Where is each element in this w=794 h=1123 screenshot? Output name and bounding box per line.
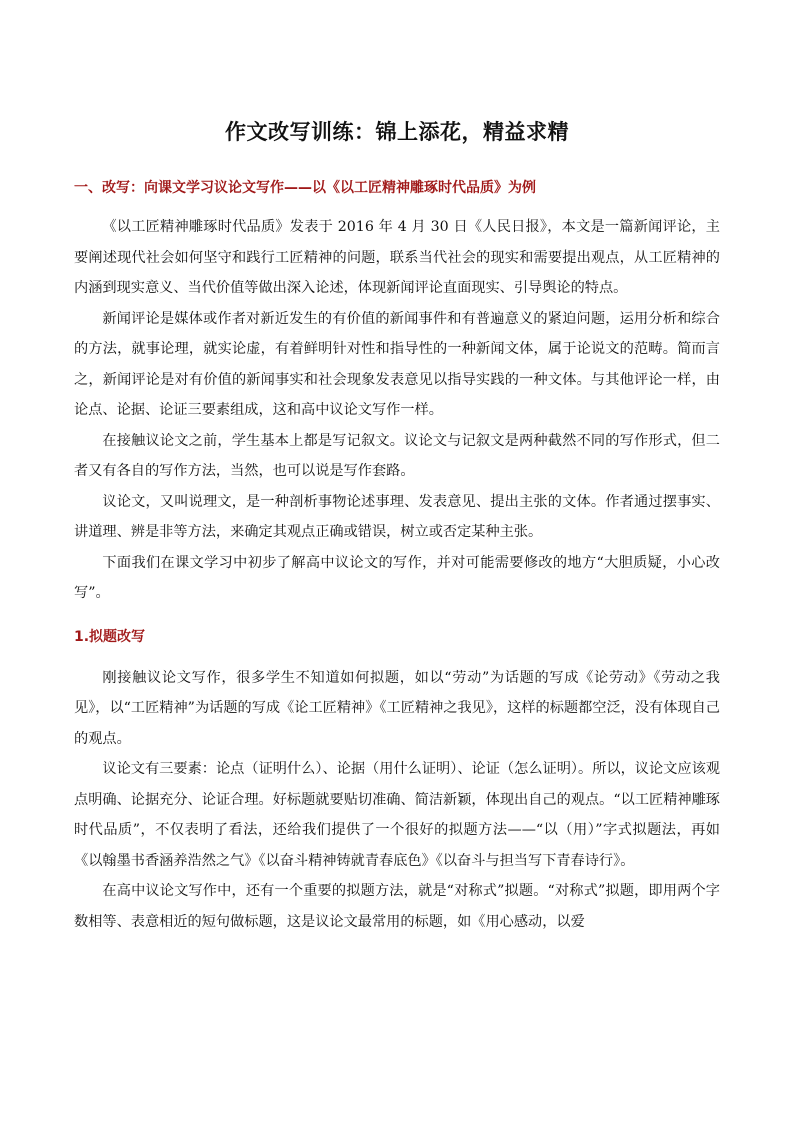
paragraph: 新闻评论是媒体或作者对新近发生的有价值的新闻事件和有普遍意义的紧迫问题，运用分析和综合的方法，就事论理，就实论虚，有着鲜明针对性和指导性的一种新闻文体，属于论说文的范畴。简而言之，新闻评论是对有价值的新闻事实和社会现象发表意见以指导实践的一种文体。与其他评论一样，由论点、论据、论证三要素组成，这和高中议论文写作一样。 — [74, 310, 720, 418]
section-number-label: 一、改写： — [74, 180, 144, 196]
paragraph: 议论文，又叫说理文，是一种剖析事物论述事理、发表意见、提出主张的文体。作者通过摆事实、讲道理、辨是非等方法，来确定其观点正确或错误，树立或否定某种主张。 — [74, 493, 720, 540]
paragraph: 议论文有三要素：论点（证明什么）、论据（用什么证明）、论证（怎么证明）。所以，议论文应该观点明确、论据充分、论证合理。好标题就要贴切准确、简洁新颖，体现出自己的观点。“以工匠精神雕琢时代品质”，不仅表明了看法，还给我们提供了一个很好的拟题方法——“以（用）”字式拟题法，再如《以翰墨书香涵养浩然之气》《以奋斗精神铸就青春底色》《以奋斗与担当写下青春诗行》。 — [74, 761, 720, 869]
paragraph: 《以工匠精神雕琢时代品质》发表于 2016 年 4 月 30 日《人民日报》，本文是一篇新闻评论，主要阐述现代社会如何坚守和践行工匠精神的问题，联系当代社会的现实和需要提出观点，从工匠精神的内涵到现实意义、当代价值等做出深入论述，体现新闻评论直面现实、引导舆论的特点。 — [74, 219, 720, 296]
subsection-heading: 1.拟题改写 — [74, 628, 146, 645]
paragraph: 下面我们在课文学习中初步了解高中议论文的写作，并对可能需要修改的地方“大胆质疑，小心改写”。 — [74, 554, 720, 601]
document-title: 作文改写训练：锦上添花，精益求精 — [225, 120, 569, 144]
paragraph: 在高中议论文写作中，还有一个重要的拟题方法，就是“对称式”拟题。“对称式”拟题，即用两个字数相等、表意相近的短句做标题，这是议论文最常用的标题，如《用心感动，以爱 — [74, 883, 720, 930]
section-heading-text: 向课文学习议论文写作——以《以工匠精神雕琢时代品质》为例 — [144, 180, 536, 196]
paragraph: 在接触议论文之前，学生基本上都是写记叙文。议论文与记叙文是两种截然不同的写作形式，但二者又有各自的写作方法，当然，也可以说是写作套路。 — [74, 432, 720, 479]
paragraph: 刚接触议论文写作，很多学生不知道如何拟题，如以“劳动”为话题的写成《论劳动》《劳动之我见》，以“工匠精神”为话题的写成《论工匠精神》《工匠精神之我见》，这样的标题都空泛，没有体现自己的观点。 — [74, 669, 720, 747]
section-heading — [74, 178, 720, 198]
document-body — [74, 178, 720, 937]
